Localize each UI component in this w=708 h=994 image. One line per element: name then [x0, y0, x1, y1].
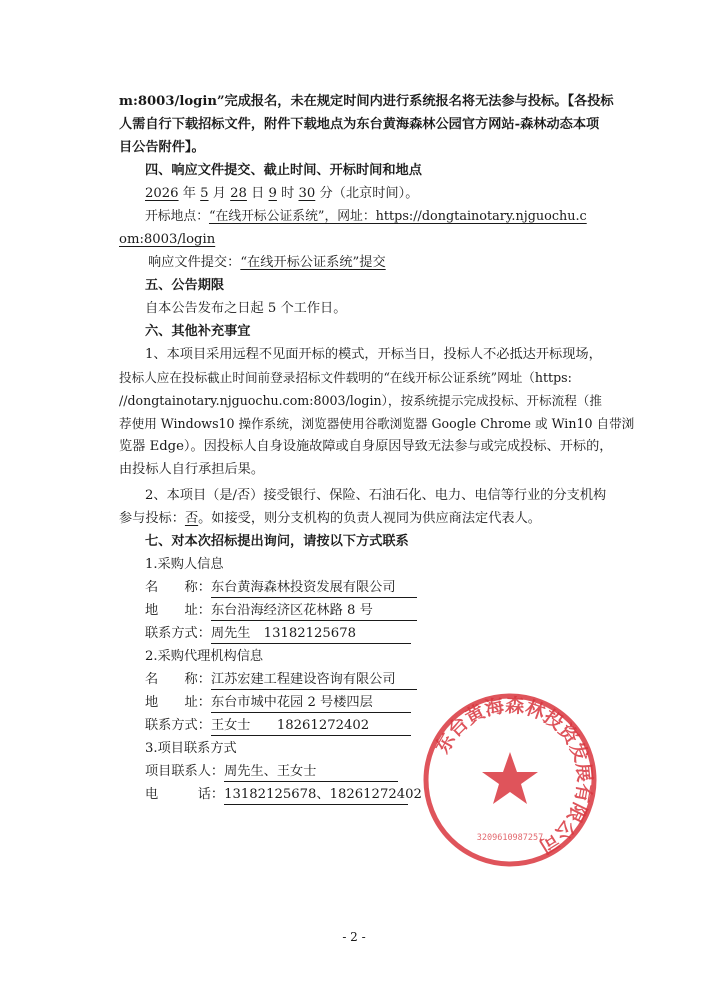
phone-value: 13182125678、18261272402: [224, 786, 408, 805]
subsection-agent: 2.采购代理机构信息: [145, 649, 264, 664]
deadline-month-unit: 月: [212, 186, 226, 201]
buyer-address-label: 地 址：: [145, 603, 211, 618]
buyer-name: 东台黄海森林投资发展有限公司: [211, 579, 417, 598]
paragraph-line: 荐使用 Windows10 操作系统，浏览器使用谷歌浏览器 Google Chrome 或 Win10 自带浏: [119, 416, 635, 431]
submission-value: “在线开标公证系统”提交: [240, 255, 386, 270]
deadline-hour-unit: 时: [281, 186, 295, 201]
buyer-contact: 周先生 13182125678: [211, 625, 411, 644]
agent-contact-label: 联系方式：: [145, 718, 211, 733]
deadline-hour: 9: [268, 186, 277, 201]
page-number: - 2 -: [342, 930, 366, 944]
agent-contact-line: [145, 717, 411, 736]
paragraph-line: 目公告附件】。: [119, 140, 205, 155]
paragraph-line: 览器 Edge）。因投标人自身设施故障或自身原因导致无法参与或完成投标、开标的，: [119, 439, 613, 454]
company-seal: [420, 690, 600, 870]
paragraph-line: 人需自行下载招标文件，附件下载地点为东台黄海森林公园官方网站-森林动态本项: [119, 117, 600, 132]
project-contact-line: [145, 763, 398, 782]
branch-acceptance-line: [119, 510, 541, 528]
seal-text: 东台黄海森林投资发展有限公司: [431, 694, 596, 858]
agent-address-line: [145, 694, 411, 713]
branch-tail: 。如接受，则分支机构的负责人视同为供应商法定代表人。: [198, 511, 541, 526]
subsection-buyer: 1.采购人信息: [145, 557, 224, 572]
section-heading-5: 五、公告期限: [145, 278, 225, 293]
deadline-year: 2026: [145, 186, 179, 201]
paragraph-line: 自本公告发布之日起 5 个工作日。: [145, 301, 347, 316]
opening-location-value-cont: om:8003/login: [119, 232, 216, 247]
buyer-address: 东台沿海经济区花林路 8 号: [211, 602, 417, 621]
agent-name-line: [145, 671, 417, 690]
deadline-tail: 分（北京时间）。: [319, 186, 419, 201]
deadline-minute: 30: [298, 186, 316, 201]
branch-value: 否: [184, 511, 199, 526]
buyer-address-line: [145, 602, 417, 621]
agent-name-label: 名 称：: [145, 672, 211, 687]
branch-label: 参与投标：: [119, 511, 185, 526]
paragraph-line: 投标人应在投标截止时间前登录招标文件载明的“在线开标公证系统”网址（https:: [119, 370, 572, 385]
subsection-project: 3.项目联系方式: [145, 741, 237, 756]
deadline-line: [145, 185, 418, 203]
agent-contact: 王女士 18261272402: [211, 717, 411, 736]
paragraph-line: 由投标人自行承担后果。: [119, 462, 265, 477]
deadline-year-unit: 年: [182, 186, 196, 201]
paragraph-line: //dongtainotary.njguochu.com:8003/login），按系统提示完成投标、开标流程（推: [119, 393, 602, 408]
submission-line: [148, 254, 386, 272]
opening-location-value: “在线开标公证系统”，网址：https://dongtainotary.njguochu.c: [208, 209, 587, 224]
section-heading-6: 六、其他补充事宜: [145, 324, 251, 339]
project-contact-label: 项目联系人：: [145, 764, 225, 779]
paragraph-line: 2、本项目（是/否）接受银行、保险、石油石化、电力、电信等行业的分支机构: [145, 488, 607, 503]
section-heading-4: 四、响应文件提交、截止时间、开标时间和地点: [145, 163, 422, 178]
phone-label: 电 话：: [145, 787, 225, 802]
agent-address-label: 地 址：: [145, 695, 211, 710]
seal-star-icon: [482, 752, 538, 804]
buyer-contact-line: [145, 625, 411, 644]
phone-line: [145, 786, 422, 805]
project-contact: 周先生、王女士: [224, 763, 398, 782]
section-heading-7: 七、对本次招标提出询问，请按以下方式联系: [145, 534, 409, 549]
opening-location-label: 开标地点：: [145, 209, 209, 224]
opening-location-line: [145, 208, 587, 226]
submission-label: 响应文件提交：: [148, 255, 241, 270]
paragraph-line: m:8003/login”完成报名，未在规定时间内进行系统报名将无法参与投标。【各投标: [119, 94, 614, 109]
deadline-day: 28: [230, 186, 247, 201]
paragraph-line: 1、本项目采用远程不见面开标的模式，开标当日，投标人不必抵达开标现场，: [145, 347, 602, 362]
seal-code: 3209610987257: [476, 833, 544, 843]
buyer-name-label: 名 称：: [145, 580, 211, 595]
agent-name: 江苏宏建工程建设咨询有限公司: [211, 671, 417, 690]
deadline-day-unit: 日: [251, 186, 265, 201]
deadline-month: 5: [200, 186, 209, 201]
buyer-contact-label: 联系方式：: [145, 626, 211, 641]
buyer-name-line: [145, 579, 417, 598]
agent-address: 东台市城中花园 2 号楼四层: [211, 694, 411, 713]
